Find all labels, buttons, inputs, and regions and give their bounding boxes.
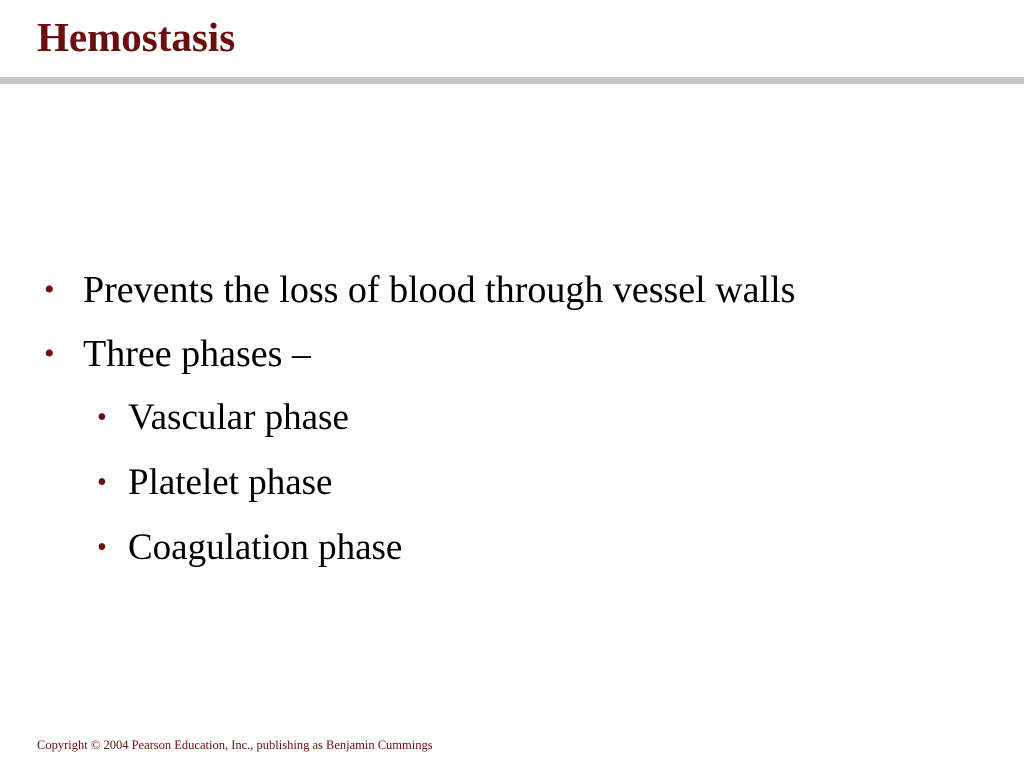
bullet-text: Prevents the loss of blood through vessel walls — [83, 269, 796, 311]
sub-bullet-item-platelet-phase — [0, 455, 1024, 520]
bullet-text: Vascular phase — [128, 397, 349, 438]
bullet-marker: • — [97, 402, 107, 433]
bullet-marker: • — [44, 337, 55, 370]
bullet-item-prevents-blood-loss — [0, 262, 1024, 326]
slide-title: Hemostasis — [37, 14, 236, 60]
bullet-marker: • — [97, 467, 107, 498]
bullet-item-three-phases — [0, 326, 1024, 390]
bullet-marker: • — [44, 273, 55, 306]
sub-bullet-item-coagulation-phase — [0, 520, 1024, 585]
bullet-text: Coagulation phase — [128, 527, 403, 568]
title-divider — [0, 77, 1024, 84]
bullet-list — [0, 262, 1024, 585]
bullet-marker: • — [97, 532, 107, 563]
sub-bullet-item-vascular-phase — [0, 390, 1024, 455]
copyright-footer: Copyright © 2004 Pearson Education, Inc., publishing as Benjamin Cummings — [37, 738, 433, 752]
bullet-text: Three phases – — [83, 333, 311, 375]
bullet-text: Platelet phase — [128, 462, 333, 503]
